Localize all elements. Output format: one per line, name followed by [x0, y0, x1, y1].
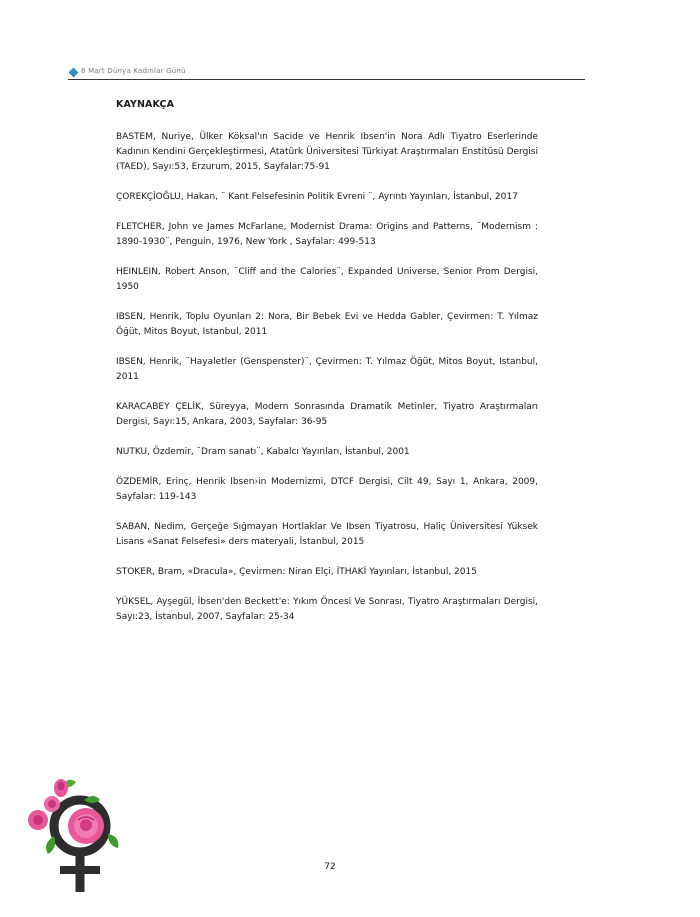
bibliography-entry: KARACABEY ÇELİK, Süreyya, Modern Sonrasında Dramatik Metinler, Tiyatro Araştırmaları Dergisi, Sayı:15, Ankara, 2003, Sayfalar: 36-95	[116, 402, 538, 427]
bibliography-entry: IBSEN, Henrik, ¨Hayaletler (Genspenster)¨, Çevirmen: T. Yılmaz Öğüt, Mitos Boyut, Istanbul, 2011	[116, 357, 538, 382]
bibliography-section	[116, 99, 538, 640]
bibliography-entry: ÇOREKÇİOĞLU, Hakan, ¨ Kant Felsefesinin Politik Evreni ¨, Ayrıntı Yayınları, İstanbul, 2017	[116, 192, 518, 202]
page-number: 72	[324, 862, 336, 872]
bibliography-entry: NUTKU, Özdemir, ¨Dram sanatı¨, Kabalcı Yayınları, İstanbul, 2001	[116, 447, 410, 457]
running-header-title: 8 Mart Dünya Kadınlar Günü	[81, 67, 186, 75]
header-divider	[68, 79, 585, 80]
bibliography-heading: KAYNAKÇA	[116, 99, 175, 110]
bibliography-entry: HEINLEIN, Robert Anson, ¨Cliff and the Calories¨, Expanded Universe, Senior Prom Dergisi, 1950	[116, 267, 538, 292]
female-symbol-with-roses-icon	[22, 774, 122, 896]
bibliography-entry: FLETCHER, John ve James McFarlane, Modernist Drama: Origins and Patterns, ¨Modernism : 1890-1930¨, Penguin, 1976, New York , Sayfalar: 499-513	[116, 222, 538, 247]
bibliography-entry: STOKER, Bram, «Dracula», Çevirmen: Niran Elçi, İTHAKİ Yayınları, İstanbul, 2015	[116, 567, 477, 577]
bibliography-entry: YÜKSEL, Ayşegül, İbsen'den Beckett'e: Yıkım Öncesi Ve Sonrası, Tiyatro Araştırmaları Dergisi, Sayı:23, İstanbul, 2007, Sayfalar: 25-34	[116, 597, 538, 622]
bibliography-entry: IBSEN, Henrik, Toplu Oyunları 2: Nora, Bir Bebek Evi ve Hedda Gabler, Çevirmen: T. Yılmaz Öğüt, Mitos Boyut, Istanbul, 2011	[116, 312, 538, 337]
running-header	[68, 66, 585, 80]
bibliography-entry: ÖZDEMİR, Erinç, Henrik Ibsen›in Modernizmi, DTCF Dergisi, Cilt 49, Sayı 1, Ankara, 2009, Sayfalar: 119-143	[116, 477, 538, 502]
diamond-bullet-icon	[69, 68, 79, 78]
bibliography-entry: BASTEM, Nuriye, Ülker Köksal'ın Sacide ve Henrik Ibsen'in Nora Adlı Tiyatro Eserlerinde Kadının Kendini Gerçekleştirmesi, Atatürk Üniversitesi Türkiyat Araştırmaları Enstitüsü Dergisi (TAED), Sayı:53, Erzurum, 2015, Sayfalar:75-91	[116, 132, 538, 172]
bibliography-entry: SABAN, Nedim, Gerçeğe Sığmayan Hortlaklar Ve Ibsen Tiyatrosu, Haliç Üniversitesi Yüksek Lisans «Sanat Felsefesi» ders materyali, İstanbul, 2015	[116, 522, 538, 547]
